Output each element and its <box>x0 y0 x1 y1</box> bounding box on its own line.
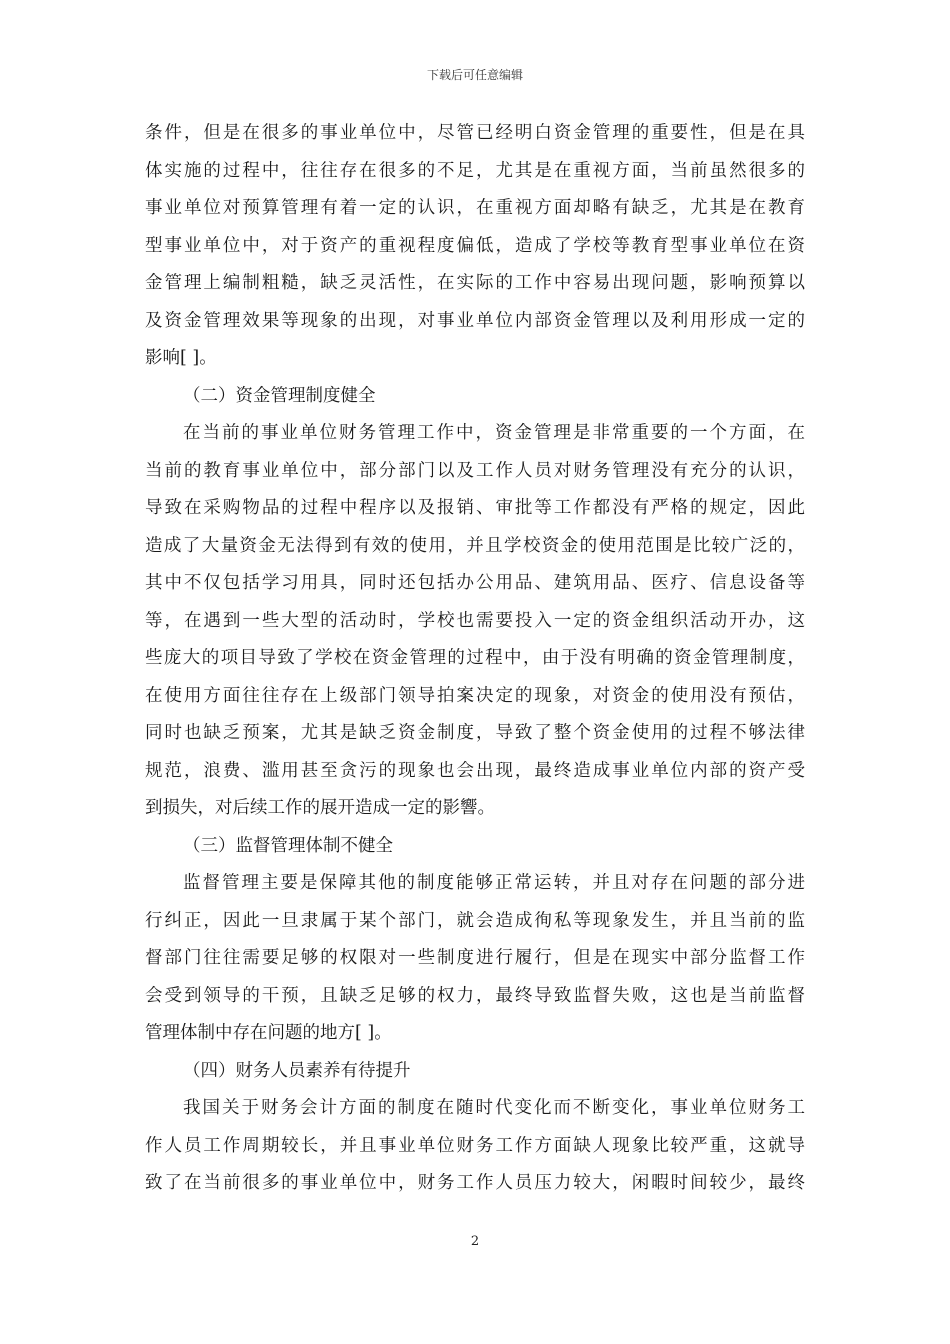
text-line: 管理体制中存在问题的地方[ ]。 <box>145 1023 392 1043</box>
text-line: 致了在当前很多的事业单位中，财务工作人员压力较大，闲暇时间较少，最终 <box>145 1173 805 1193</box>
text-line: 导致在采购物品的过程中程序以及报销、审批等工作都没有严格的规定，因此 <box>145 498 805 518</box>
text-line: 规范，浪费、滥用甚至贪污的现象也会出现，最终造成事业单位内部的资产受 <box>145 760 805 781</box>
text-line: 作人员工作周期较长，并且事业单位财务工作方面缺人现象比较严重，这就导 <box>145 1135 805 1156</box>
text-line: 当前的教育事业单位中，部分部门以及工作人员对财务管理没有充分的认识， <box>145 460 805 481</box>
text-line: 其中不仅包括学习用具，同时还包括办公用品、建筑用品、医疗、信息设备等 <box>145 573 805 593</box>
paragraph-3 <box>145 865 805 1053</box>
text-line: 行纠正，因此一旦隶属于某个部门，就会造成徇私等现象发生，并且当前的监 <box>145 910 805 931</box>
text-line: 金管理上编制粗糙，缺乏灵活性，在实际的工作中容易出现问题，影响预算以 <box>145 273 805 293</box>
text-line: 到损失，对后续工作的展开造成一定的影響。 <box>145 798 495 818</box>
text-line: 在当前的事业单位财务管理工作中，资金管理是非常重要的一个方面，在 <box>183 423 805 443</box>
text-line: 造成了大量资金无法得到有效的使用，并且学校资金的使用范围是比较广泛的， <box>145 535 805 556</box>
section-heading-3: （三）监督管理体制不健全 <box>183 835 393 856</box>
section-heading-4: （四）财务人员素养有待提升 <box>183 1060 411 1081</box>
section-heading-2: （二）资金管理制度健全 <box>183 385 376 406</box>
paragraph-4 <box>145 1090 805 1203</box>
text-line: 影响[ ]。 <box>145 348 217 368</box>
text-line: 条件，但是在很多的事业单位中，尽管已经明白资金管理的重要性，但是在具 <box>145 123 805 143</box>
text-line: 同时也缺乏预案，尤其是缺乏资金制度，导致了整个资金使用的过程不够法律 <box>145 723 805 743</box>
text-line: 在使用方面往往存在上级部门领导拍案决定的现象，对资金的使用没有预估， <box>145 685 805 706</box>
page-number: 2 <box>470 1234 480 1249</box>
text-line: 监督管理主要是保障其他的制度能够正常运转，并且对存在问题的部分进 <box>183 873 805 893</box>
text-line: 及资金管理效果等现象的出现，对事业单位内部资金管理以及利用形成一定的 <box>145 310 805 331</box>
text-line: 会受到领导的干预，且缺乏足够的权力，最终导致监督失败，这也是当前监督 <box>145 985 805 1006</box>
text-line: 体实施的过程中，往往存在很多的不足，尤其是在重视方面，当前虽然很多的 <box>145 160 805 181</box>
text-line: 我国关于财务会计方面的制度在随时代变化而不断变化，事业单位财务工 <box>183 1098 805 1118</box>
document-body <box>145 115 805 1203</box>
text-line: 等，在遇到一些大型的活动时，学校也需要投入一定的资金组织活动开办，这 <box>145 610 805 631</box>
paragraph-1 <box>145 115 805 378</box>
page-header: 下载后可任意编辑 <box>426 68 523 82</box>
text-line: 型事业单位中，对于资产的重视程度偏低，造成了学校等教育型事业单位在资 <box>145 235 805 256</box>
text-line: 督部门往往需要足够的权限对一些制度进行履行，但是在现实中部分监督工作 <box>145 948 805 968</box>
text-line: 事业单位对预算管理有着一定的认识，在重视方面却略有缺乏，尤其是在教育 <box>145 198 805 218</box>
text-line: 些庞大的项目导致了学校在资金管理的过程中，由于没有明确的资金管理制度， <box>145 648 805 668</box>
paragraph-2 <box>145 415 805 828</box>
